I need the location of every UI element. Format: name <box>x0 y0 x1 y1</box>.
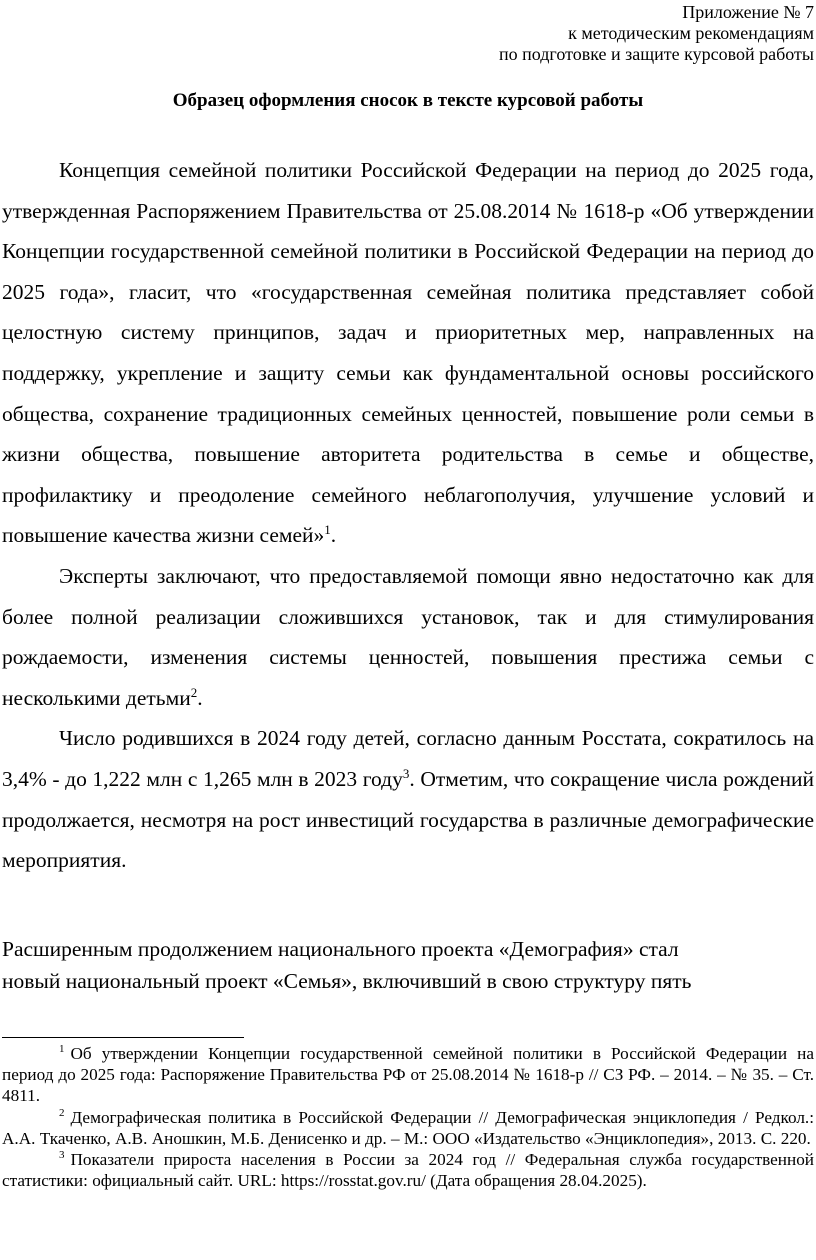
footnote-ref: 1 <box>324 522 331 538</box>
text-line: Расширенным продолжением национального проекта «Демография» стал <box>2 937 679 961</box>
footnote-2 <box>2 1107 814 1149</box>
footnote-number: 3 <box>59 1149 65 1162</box>
footnote-ref: 3 <box>402 765 410 781</box>
paragraph-3 <box>2 718 814 880</box>
paragraph-text: Число родившихся в 2024 году детей, согласно данным Росстата, сократилось на 3,4% - до 1,222 млн с 1,265 млн в 2023 году <box>2 726 814 791</box>
footnote-ref: 2 <box>190 684 198 700</box>
main-text <box>2 150 814 881</box>
paragraph-1 <box>2 150 814 556</box>
paragraph-tail: . <box>330 523 337 548</box>
footnote-text: Показатели прироста населения в России за 2024 год // Федеральная служба государственной статистики: официальный сайт. URL: https://rosstat.gov.ru/ (Дата обращения 28.04.2025). <box>2 1150 814 1191</box>
footnote-separator <box>2 1037 244 1038</box>
footnote-number: 1 <box>59 1043 65 1056</box>
footnote-number: 2 <box>59 1106 65 1119</box>
appendix-line: Приложение № 7 <box>682 2 814 22</box>
appendix-line: к методическим рекомендациям <box>568 23 814 43</box>
footnote-1 <box>2 1043 814 1107</box>
paragraph-2 <box>2 556 814 718</box>
footnote-text: Об утверждении Концепции государственной семейной политики в Российской Федерации на период до 2025 года: Распоряжение Правительства РФ от 25.08.2014 № 1618-р // СЗ РФ. – 2014. – № 35. – Ст. 4811. <box>2 1044 814 1106</box>
footnote-text: Демографическая политика в Российской Федерации // Демографическая энциклопедия / Редкол.: А.А. Ткаченко, А.В. Аношкин, М.Б. Денисенко и др. – М.: ООО «Издательство «Энциклопедия», 2013. С. 220. <box>2 1107 814 1148</box>
paragraph-text: Эксперты заключают, что предоставляемой помощи явно недостаточно как для более полной реализации сложившихся установок, так и для стимулирования рождаемости, изменения системы ценностей, повышения престижа семьи с несколькими детьми <box>2 563 814 710</box>
text-line: новый национальный проект «Семья», включивший в свою структуру пять <box>2 969 692 993</box>
paragraph-tail: . <box>197 685 203 710</box>
document-title: Образец оформления сносок в тексте курсовой работы <box>172 90 644 111</box>
trailing-paragraph <box>2 933 814 997</box>
paragraph-text: Концепция семейной политики Российской Федерации на период до 2025 года, утвержденная Распоряжением Правительства от 25.08.2014 № 1618-р «Об утверждении Концепции государственной семейной политики в Российской Федерации на период до 2025 года», гласит, что «государственная семейная политика представляет собой целостную систему принципов, задач и приоритетных мер, направленных на поддержку, укрепление и защиту семьи как фундаментальной основы российского общества, сохранение традиционных семейных ценностей, повышение роли семьи в жизни общества, повышение авторитета родительства в семье и обществе, профилактику и преодоление семейного неблагополучия, улучшение условий и повышение качества жизни семей» <box>2 158 814 548</box>
footnotes <box>2 1043 814 1191</box>
appendix-header <box>254 2 814 65</box>
paragraph-tail: . Отметим, что сокращение числа рождений продолжается, несмотря на рост инвестиций государства в различные демографические мероприятия. <box>2 766 814 873</box>
appendix-line: по подготовке и защите курсовой работы <box>499 44 814 64</box>
footnote-3 <box>2 1149 814 1191</box>
